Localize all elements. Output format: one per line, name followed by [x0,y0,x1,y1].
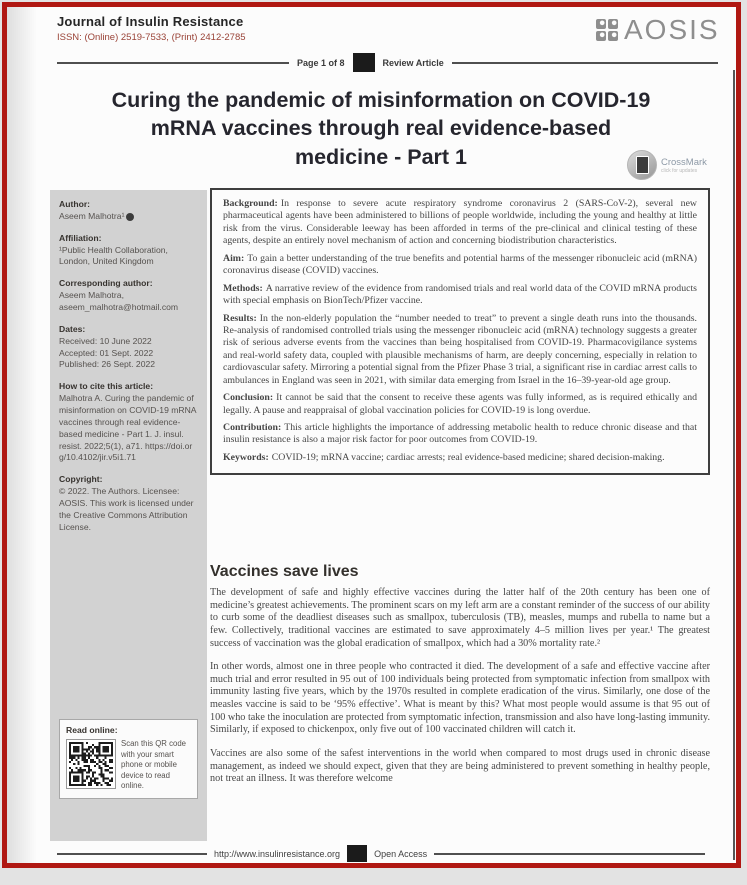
read-online-text: Scan this QR code with your smart phone or mobile device to read online. [121,739,187,791]
article-title-line: Curing the pandemic of misinformation on COVID-19 [111,88,651,112]
aosis-logo-text: AOSIS [624,14,720,45]
copyright-section [59,474,198,533]
body-paragraph: Vaccines are also some of the safest interventions in the world when compared to most drugs used in chronic disease management, as indeed we should expect, given that they are being administered to prevent something in healthy people, not treat an illness. It was therefore welcome [210,748,710,785]
abstract-section-text: It cannot be said that the consent to receive these agents was fully informed, as is required ethically and legally. A pause and reappraisal of global vaccination policies for COVID-19 is long overdue. [223,392,697,416]
abstract-section [223,422,697,447]
citation-heading: How to cite this article: [59,381,154,392]
page-number-label: Page 1 of 8 [297,57,345,68]
read-online-box [59,719,198,799]
dates-section [59,324,198,371]
journal-header [57,14,246,43]
affiliation-heading: Affiliation: [59,232,102,243]
article-title-line: mRNA vaccines through real evidence-based [150,116,612,141]
open-access-label: Open Access [374,848,428,859]
divider-line [434,853,705,855]
abstract-section-label: Results: [223,312,257,324]
redaction-square-icon [353,53,375,72]
doi-link[interactable]: https://doi.org/10.4102/jir.v5i1.71 [59,440,193,463]
abstract-section-text: In the non-elderly population the “number needed to treat” to prevent a single death runs into the thousands. Re-analysis of randomised controlled trials using the messenger ribonucleic acid (mRNA) technology suggests a greater risk of serious adverse events from the vaccines than being hospitalised from COVID-19. Pharmacovigilance systems and real-world safety data, coupled with plausible mechanisms of harm, are deeply concerning, especially in relation to cardiovascular safety. Mirroring a potential signal from the Pfizer Phase 3 trial, a significant rise in cardiac arrest calls to ambulances in England was seen in 2021, with similar data emerging from Israel in the 16–39-year-old age group. [223,312,697,386]
crossmark-badge[interactable] [627,150,707,180]
citation-section [59,381,198,464]
divider-line [57,853,207,855]
body-paragraph: The development of safe and highly effective vaccines during the latter half of the 20th century has been one of medicine’s greatest achievements. The prominent scars on my left arm are a constant reminder of the success of our ability to curb some of the deadliest diseases such as smallpox, tuberculosis (TB), measles, mumps and rubella to name but a few. Collectively, traditional vaccines are estimated to save approximately 4–5 million lives per year.¹ The greatest success of vaccination was the global eradication of smallpox, which had a 30% mortality rate.² [210,587,710,649]
abstract-section-text: In response to severe acute respiratory syndrome coronavirus 2 (SARS-CoV-2), several new pharmaceutical agents have been administered to billions of people worldwide, including the young and healthy at little risk from the virus. Considerable leeway has been afforded in terms of the pre-clinical and clinical testing of these agents, despite an entirely novel mechanism of action and concerning biodistribution characteristics. [223,198,697,247]
page-footer [57,845,705,862]
affiliation-text: ¹Public Health Collaboration, London, United Kingdom [59,244,168,267]
abstract-section [223,198,697,248]
corresponding-author-heading: Corresponding author: [59,278,153,289]
copyright-text: © 2022. The Authors. Licensee: AOSIS. This work is licensed under the Creative Commons Attribution License. [59,486,194,532]
affiliation-section [59,233,198,269]
publisher-logo [596,16,720,44]
qr-code[interactable] [66,739,116,789]
article-type-label: Review Article [382,57,444,68]
body-paragraph: In other words, almost one in three people who contracted it died. The development of a safe and effective vaccine after much trial and error resulted in 95 out of 100 individuals being protected from symptomatic infection from smallpox with immunity lasting five years, which by the 1970s resulted in complete eradication of the virus. Similarly, one dose of the measles vaccine is said to be ‘95% effective’. What is meant by this? What most people would assume is that 95 out of 100 who take the inoculation are protected from symptomatic infection, transmission and also have long-lasting immunity. Similarly, if exposed to chickenpox, only five out of 100 vaccinated children will catch it. [210,661,710,736]
aosis-logo-icon [596,19,618,41]
article-title [57,86,705,171]
abstract-section [223,253,697,278]
date-item: Accepted: 01 Sept. 2022 [59,347,154,358]
crossmark-label: CrossMark [661,156,707,168]
crossmark-tagline: click for updates [661,167,698,174]
dates-list [59,336,198,372]
abstract-section [223,313,697,388]
abstract-section-label: Background: [223,198,278,209]
page-info-band [57,53,718,72]
citation-text: Malhotra A. Curing the pandemic of misinformation on COVID-19 mRNA vaccines through real evidence-based medicine - Part 1. J. insul. resist. 2022;5(1), a71. https://doi.org/10.4102/jir.v5i1.71 [59,393,197,463]
date-item: Published: 26 Sept. 2022 [59,359,156,370]
abstract-section-label: Keywords: [223,451,269,463]
abstract-section-label: Conclusion: [223,392,274,404]
abstract-section-label: Methods: [223,282,263,294]
author-section [59,199,198,223]
abstract-section-text: A narrative review of the evidence from randomised trials and real world data of the COVID mRNA products with special emphasis on BionTech/Pfizer vaccine. [223,282,697,307]
issn-line: ISSN: (Online) 2519-7533, (Print) 2412-2785 [57,32,246,43]
abstract-section-label: Aim: [223,252,245,264]
read-online-heading: Read online: [66,724,118,735]
divider-line [57,62,289,64]
date-item: Received: 10 June 2022 [59,335,152,346]
journal-url-link[interactable]: http://www.insulinresistance.org [214,848,341,859]
abstract-box [210,188,710,475]
crossmark-icon [627,150,657,180]
corresponding-author-email[interactable]: aseem_malhotra@hotmail.com [59,302,179,313]
page-edge-shadow [733,70,735,860]
abstract-section [223,283,697,308]
journal-title: Journal of Insulin Resistance [57,14,244,29]
abstract-section [223,452,697,464]
corresponding-author-section [59,278,198,314]
dates-heading: Dates: [59,323,86,334]
author-heading: Author: [59,199,91,209]
abstract-section [223,392,697,417]
abstract-section-text: This article highlights the importance of addressing metabolic health to reduce chronic disease and that insulin resistance is also a major risk factor for poor outcomes from COVID-19. [223,422,697,446]
article-meta-sidebar [50,190,207,841]
copyright-heading: Copyright: [59,474,103,485]
article-body [210,587,710,797]
abstract-section-label: Contribution: [223,422,282,433]
abstract-section-text: To gain a better understanding of the true benefits and potential harms of the messenger ribonucleic acid (mRNA) coronavirus disease (COVID) vaccines. [223,252,697,277]
author-name: Aseem Malhotra¹ [59,211,198,223]
orcid-icon[interactable] [126,213,134,221]
section-heading: Vaccines save lives [210,563,359,580]
divider-line [452,62,718,64]
page-left-shadow [7,7,37,863]
abstract-section-text: COVID-19; mRNA vaccine; cardiac arrests; real evidence-based medicine; shared decision-making. [271,451,665,463]
corresponding-author-name: Aseem Malhotra, [59,290,124,301]
redaction-square-icon [347,845,367,862]
qr-code-svg [69,742,113,786]
article-title-line: medicine - Part 1 [294,144,468,169]
